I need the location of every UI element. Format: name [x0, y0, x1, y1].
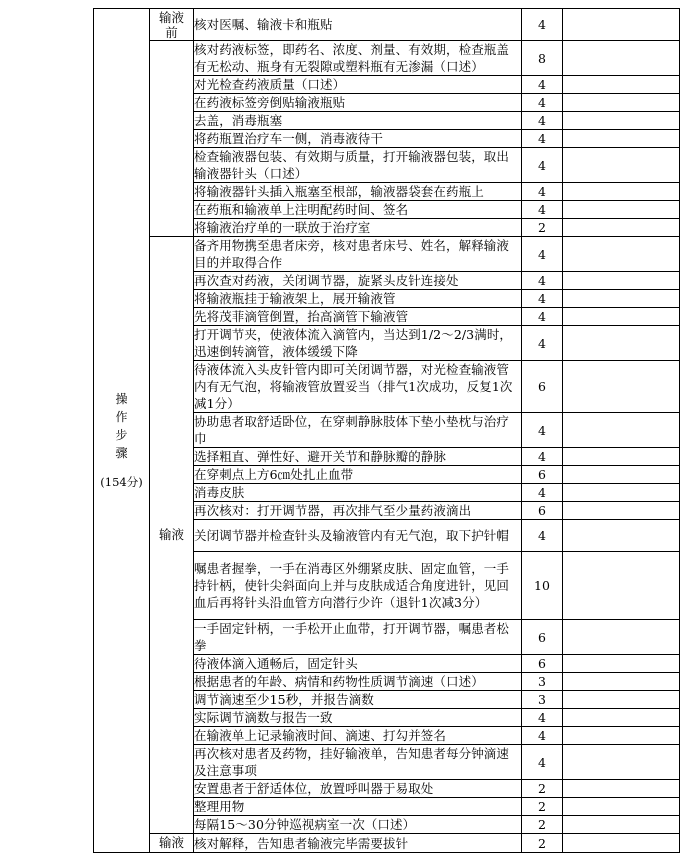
step-score: 4 — [522, 308, 563, 326]
deduction-cell — [563, 673, 680, 691]
section-title-char: 步 — [115, 428, 128, 442]
step-text: 将输液治疗单的一联放于治疗室 — [194, 219, 522, 237]
step-score: 4 — [522, 709, 563, 727]
deduction-cell — [563, 148, 680, 183]
step-text: 核对药液标签，即药名、浓度、剂量、有效期，检查瓶盖有无松动、瓶身有无裂隙或塑料瓶有无渗漏（口述） — [194, 41, 522, 76]
step-score: 4 — [522, 520, 563, 552]
step-score: 10 — [522, 552, 563, 620]
step-score: 4 — [522, 290, 563, 308]
deduction-cell — [563, 816, 680, 834]
deduction-cell — [563, 308, 680, 326]
step-score: 6 — [522, 361, 563, 413]
deduction-cell — [563, 448, 680, 466]
step-score: 4 — [522, 272, 563, 290]
deduction-cell — [563, 620, 680, 655]
step-score: 4 — [522, 448, 563, 466]
step-score: 4 — [522, 484, 563, 502]
deduction-cell — [563, 201, 680, 219]
step-text: 待液体滴入通畅后，固定针头 — [194, 655, 522, 673]
step-text: 根据患者的年龄、病情和药物性质调节滴速（口述） — [194, 673, 522, 691]
step-text: 安置患者于舒适体位，放置呼叫器于易取处 — [194, 780, 522, 798]
step-text: 备齐用物携至患者床旁，核对患者床号、姓名，解释输液目的并取得合作 — [194, 237, 522, 272]
step-text: 每隔15～30分钟巡视病室一次（口述） — [194, 816, 522, 834]
deduction-cell — [563, 326, 680, 361]
section-label — [94, 9, 150, 853]
step-score: 4 — [522, 237, 563, 272]
deduction-cell — [563, 745, 680, 780]
table-row — [94, 834, 680, 853]
step-text: 实际调节滴数与报告一致 — [194, 709, 522, 727]
step-text: 核对医嘱、输液卡和瓶贴 — [194, 9, 522, 41]
table-row — [94, 41, 680, 76]
group-label: 输液 — [150, 237, 194, 834]
deduction-cell — [563, 130, 680, 148]
step-score: 4 — [522, 94, 563, 112]
deduction-cell — [563, 709, 680, 727]
step-text: 整理用物 — [194, 798, 522, 816]
deduction-cell — [563, 290, 680, 308]
deduction-cell — [563, 413, 680, 448]
deduction-cell — [563, 183, 680, 201]
step-score: 4 — [522, 76, 563, 94]
step-score: 4 — [522, 148, 563, 183]
step-score: 6 — [522, 502, 563, 520]
deduction-cell — [563, 41, 680, 76]
step-text: 调节滴速至少15秒，并报告滴数 — [194, 691, 522, 709]
step-text: 关闭调节器并检查针头及输液管内有无气泡，取下护针帽 — [194, 520, 522, 552]
scoring-table — [93, 8, 680, 853]
step-text: 待液体流入头皮针管内即可关闭调节器，对光检查输液管内有无气泡，将输液管放置妥当（排气1次成功，反复1次减1分） — [194, 361, 522, 413]
step-text: 在穿刺点上方6㎝处扎止血带 — [194, 466, 522, 484]
step-score: 2 — [522, 798, 563, 816]
group-label: 输液前 — [150, 9, 194, 41]
step-text: 打开调节夹，使液体流入滴管内，当达到1/2～2/3满时，迅速倒转滴管，液体缓缓下降 — [194, 326, 522, 361]
step-text: 选择粗直、弹性好、避开关节和静脉瓣的静脉 — [194, 448, 522, 466]
step-score: 4 — [522, 112, 563, 130]
step-text: 消毒皮肤 — [194, 484, 522, 502]
step-score: 8 — [522, 41, 563, 76]
deduction-cell — [563, 691, 680, 709]
deduction-cell — [563, 94, 680, 112]
step-score: 2 — [522, 219, 563, 237]
deduction-cell — [563, 76, 680, 94]
step-score: 2 — [522, 834, 563, 853]
deduction-cell — [563, 9, 680, 41]
section-title-char: 作 — [115, 410, 128, 424]
step-text: 在药液标签旁倒贴输液瓶贴 — [194, 94, 522, 112]
step-text: 将药瓶置治疗车一侧，消毒液待干 — [194, 130, 522, 148]
step-score: 4 — [522, 130, 563, 148]
step-text: 一手固定针柄，一手松开止血带，打开调节器，嘱患者松拳 — [194, 620, 522, 655]
section-title-char: 操 — [115, 392, 128, 406]
step-text: 协助患者取舒适卧位，在穿刺静脉肢体下垫小垫枕与治疗巾 — [194, 413, 522, 448]
step-text: 核对解释，告知患者输液完毕需要拔针 — [194, 834, 522, 853]
step-score: 2 — [522, 816, 563, 834]
step-text: 去盖，消毒瓶塞 — [194, 112, 522, 130]
deduction-cell — [563, 502, 680, 520]
deduction-cell — [563, 520, 680, 552]
section-title-char: 骤 — [115, 446, 128, 460]
step-text: 将输液器针头插入瓶塞至根部，输液器袋套在药瓶上 — [194, 183, 522, 201]
deduction-cell — [563, 798, 680, 816]
table-row — [94, 9, 680, 41]
deduction-cell — [563, 112, 680, 130]
step-score: 4 — [522, 183, 563, 201]
step-text: 嘱患者握拳，一手在消毒区外绷紧皮肤、固定血管，一手持针柄，使针尖斜面向上并与皮肤成适合角度进针，见回血后再将针头沿血管方向潜行少许（退针1次减3分） — [194, 552, 522, 620]
step-score: 4 — [522, 745, 563, 780]
step-score: 3 — [522, 691, 563, 709]
group-label-continuation — [150, 41, 194, 237]
step-score: 3 — [522, 673, 563, 691]
step-score: 6 — [522, 466, 563, 484]
deduction-cell — [563, 780, 680, 798]
step-text: 将输液瓶挂于输液架上，展开输液管 — [194, 290, 522, 308]
deduction-cell — [563, 219, 680, 237]
deduction-cell — [563, 361, 680, 413]
step-text: 在输液单上记录输液时间、滴速、打勾并签名 — [194, 727, 522, 745]
deduction-cell — [563, 552, 680, 620]
deduction-cell — [563, 834, 680, 853]
step-text: 检查输液器包装、有效期与质量，打开输液器包装，取出输液器针头（口述） — [194, 148, 522, 183]
deduction-cell — [563, 272, 680, 290]
step-score: 4 — [522, 727, 563, 745]
deduction-cell — [563, 727, 680, 745]
step-score: 4 — [522, 326, 563, 361]
deduction-cell — [563, 484, 680, 502]
step-text: 先将茂菲滴管倒置，抬高滴管下输液管 — [194, 308, 522, 326]
section-points: (154分) — [100, 475, 143, 489]
step-score: 4 — [522, 9, 563, 41]
step-text: 再次查对药液，关闭调节器，旋紧头皮针连接处 — [194, 272, 522, 290]
step-score: 2 — [522, 780, 563, 798]
step-score: 4 — [522, 413, 563, 448]
step-text: 再次核对：打开调节器，再次排气至少量药液滴出 — [194, 502, 522, 520]
step-score: 6 — [522, 620, 563, 655]
step-score: 6 — [522, 655, 563, 673]
step-score: 4 — [522, 201, 563, 219]
step-text: 再次核对患者及药物，挂好输液单，告知患者每分钟滴速及注意事项 — [194, 745, 522, 780]
deduction-cell — [563, 655, 680, 673]
deduction-cell — [563, 237, 680, 272]
step-text: 对光检查药液质量（口述） — [194, 76, 522, 94]
step-text: 在药瓶和输液单上注明配药时间、签名 — [194, 201, 522, 219]
group-label: 输液 — [150, 834, 194, 853]
table-row — [94, 237, 680, 272]
deduction-cell — [563, 466, 680, 484]
